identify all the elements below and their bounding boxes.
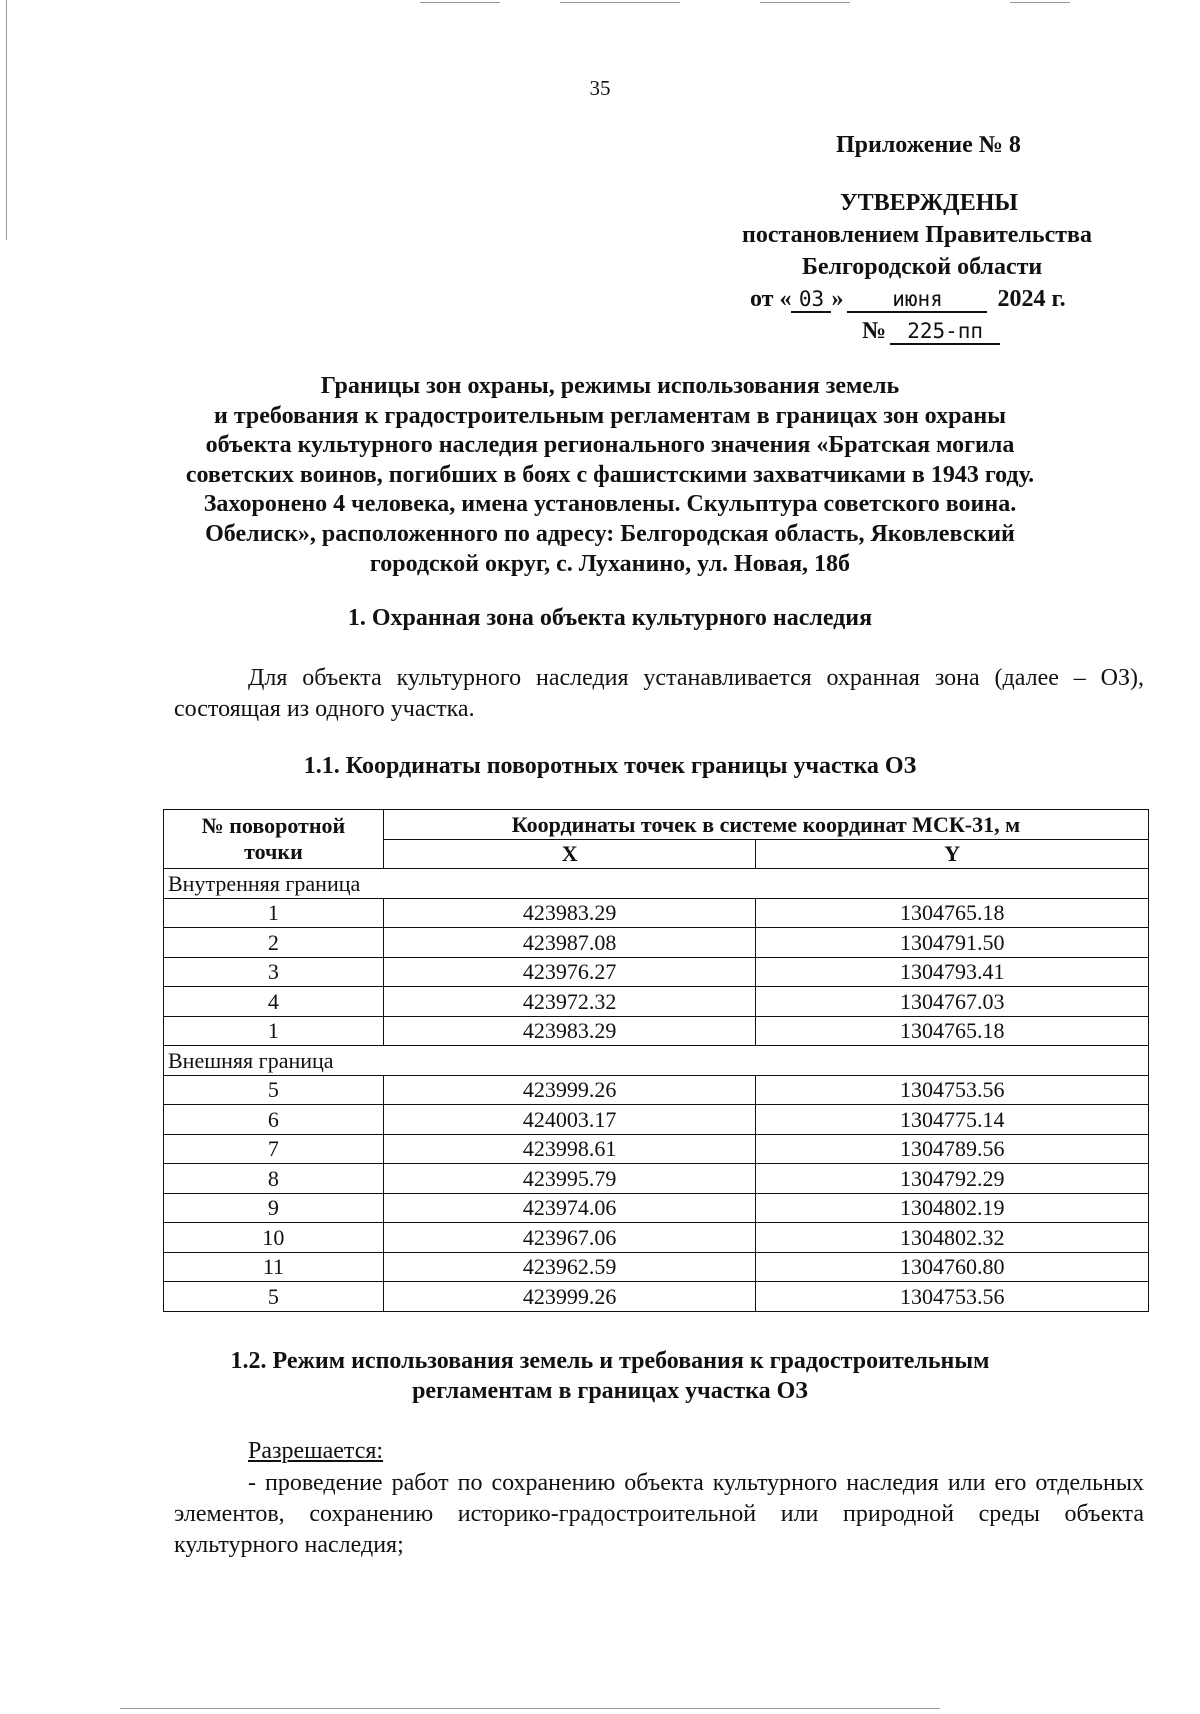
cell-point: 7 [164, 1134, 384, 1164]
allowed-label: Разрешается: [248, 1438, 384, 1464]
page-number: 35 [589, 76, 611, 100]
cell-x: 423999.26 [383, 1075, 756, 1105]
document-title [160, 372, 1060, 579]
table-row [164, 1075, 1149, 1105]
scan-artifact-bottom [120, 1708, 940, 1709]
cell-point: 5 [164, 1075, 384, 1105]
cell-y: 1304767.03 [756, 987, 1149, 1017]
allowed-label-line [174, 1436, 1144, 1467]
approval-date-line [750, 286, 1066, 313]
cell-point: 6 [164, 1105, 384, 1135]
table-row [164, 1193, 1149, 1223]
approval-line-resolution: постановлением Правительства [742, 222, 1093, 248]
header-x: X [383, 839, 756, 869]
section-1-heading: 1. Охранная зона объекта культурного наследия [347, 605, 873, 631]
cell-x: 423976.27 [383, 957, 756, 987]
cell-x: 423998.61 [383, 1134, 756, 1164]
date-mid: » [831, 286, 844, 312]
title-line: объекта культурного наследия регионального значения «Братская могила [205, 432, 1015, 459]
cell-point: 1 [164, 898, 384, 928]
cell-y: 1304753.56 [756, 1075, 1149, 1105]
table-row [164, 928, 1149, 958]
approved-label: УТВЕРЖДЕНЫ [840, 190, 1018, 216]
cell-x: 423999.26 [383, 1282, 756, 1312]
table-row [164, 1164, 1149, 1194]
number-prefix: № [862, 318, 887, 344]
group-label-outer: Внешняя граница [164, 1046, 1149, 1076]
allowed-item-1-text: - проведение работ по сохранению объекта культурного наследия или его отдельных элементов, сохранению историко-градостроительной или природной среды объекта культурного наследия; [174, 1470, 1144, 1558]
title-line: Захоронено 4 человека, имена установлены. Скульптура советского воина. [203, 491, 1017, 518]
cell-x: 423987.08 [383, 928, 756, 958]
section-1-2-heading-line: регламентам в границах участка ОЗ [412, 1377, 808, 1404]
table-row [164, 957, 1149, 987]
section-1-2-heading-line: 1.2. Режим использования земель и требования к градостроительным [230, 1348, 990, 1374]
table-row [164, 987, 1149, 1017]
date-prefix: от « [750, 286, 792, 312]
cell-x: 424003.17 [383, 1105, 756, 1135]
date-day: 03 [791, 287, 831, 313]
cell-y: 1304802.32 [756, 1223, 1149, 1253]
scan-artifact-left [6, 0, 7, 240]
cell-point: 11 [164, 1252, 384, 1282]
section-1-paragraph [174, 663, 1144, 725]
table-row [164, 898, 1149, 928]
date-year: 2024 г. [997, 286, 1066, 312]
scan-artifact-top [760, 2, 850, 3]
cell-x: 423962.59 [383, 1252, 756, 1282]
header-point-number: № поворотной точки [164, 810, 384, 869]
group-label-inner: Внутренняя граница [164, 869, 1149, 899]
cell-x: 423972.32 [383, 987, 756, 1017]
table-row [164, 1282, 1149, 1312]
coordinates-table [163, 809, 1149, 1312]
title-line: и требования к градостроительным регламентам в границах зон охраны [214, 402, 1006, 429]
approval-number-line [862, 318, 1000, 345]
cell-point: 3 [164, 957, 384, 987]
cell-y: 1304753.56 [756, 1282, 1149, 1312]
header-coordinates: Координаты точек в системе координат МСК-31, м [383, 810, 1148, 840]
date-month: июня [847, 287, 987, 313]
cell-x: 423995.79 [383, 1164, 756, 1194]
approval-line-region: Белгородской области [802, 254, 1043, 280]
cell-x: 423983.29 [383, 1016, 756, 1046]
cell-point: 5 [164, 1282, 384, 1312]
section-1-2-heading [160, 1347, 1060, 1406]
title-line: Обелиск», расположенного по адресу: Белгородская область, Яковлевский [205, 520, 1015, 547]
cell-x: 423983.29 [383, 898, 756, 928]
table-row [164, 1252, 1149, 1282]
table-row [164, 1223, 1149, 1253]
title-line: Границы зон охраны, режимы использования земель [320, 373, 900, 399]
cell-y: 1304765.18 [756, 1016, 1149, 1046]
table-row [164, 1134, 1149, 1164]
cell-point: 8 [164, 1164, 384, 1194]
cell-point: 4 [164, 987, 384, 1017]
section-1-paragraph-text: Для объекта культурного наследия устанавливается охранная зона (далее – ОЗ), состоящая из одного участка. [174, 665, 1144, 722]
cell-y: 1304792.29 [756, 1164, 1149, 1194]
cell-point: 9 [164, 1193, 384, 1223]
title-line: городской округ, с. Луханино, ул. Новая, 18б [369, 550, 851, 577]
scan-artifact-top [1010, 2, 1070, 3]
scan-artifact-top [420, 2, 500, 3]
cell-x: 423967.06 [383, 1223, 756, 1253]
cell-x: 423974.06 [383, 1193, 756, 1223]
cell-y: 1304789.56 [756, 1134, 1149, 1164]
cell-point: 1 [164, 1016, 384, 1046]
cell-y: 1304760.80 [756, 1252, 1149, 1282]
title-line: советских воинов, погибших в боях с фашистскими захватчиками в 1943 году. [185, 461, 1035, 488]
table-row [164, 1105, 1149, 1135]
cell-y: 1304802.19 [756, 1193, 1149, 1223]
allowed-item-1 [174, 1468, 1144, 1561]
cell-y: 1304793.41 [756, 957, 1149, 987]
section-1-1-heading: 1.1. Координаты поворотных точек границы участка ОЗ [303, 753, 917, 779]
cell-y: 1304791.50 [756, 928, 1149, 958]
cell-point: 2 [164, 928, 384, 958]
resolution-number: 225-пп [890, 319, 1000, 345]
cell-y: 1304765.18 [756, 898, 1149, 928]
annex-label: Приложение № 8 [836, 132, 1021, 158]
scan-artifact-top [560, 2, 680, 3]
table-row [164, 1016, 1149, 1046]
cell-point: 10 [164, 1223, 384, 1253]
cell-y: 1304775.14 [756, 1105, 1149, 1135]
header-y: Y [756, 839, 1149, 869]
